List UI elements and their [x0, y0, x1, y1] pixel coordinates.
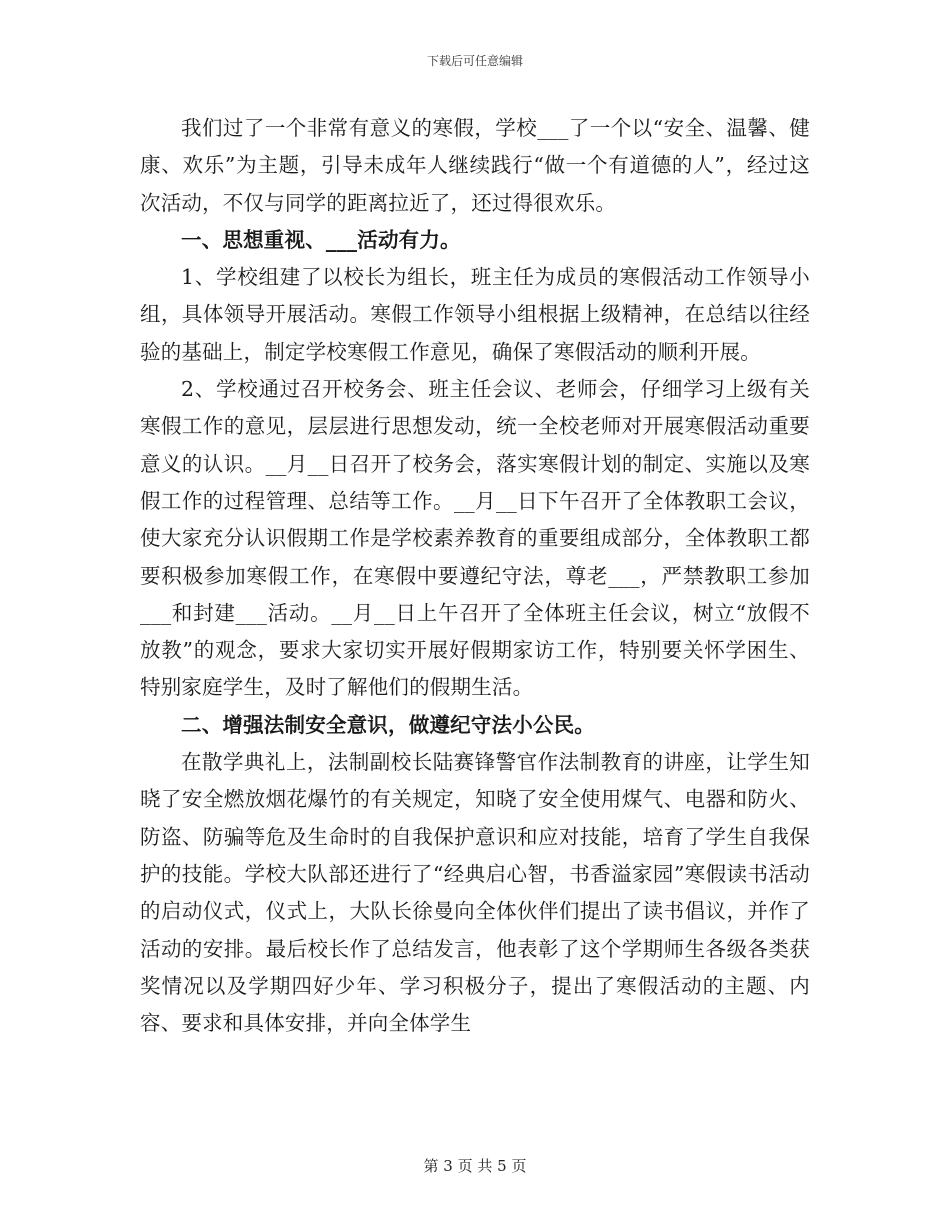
paragraph-section-2: 在散学典礼上，法制副校长陆赛锋警官作法制教育的讲座，让学生知晓了安全燃放烟花爆竹的有关规定，知晓了安全使用煤气、电器和防火、防盗、防骗等危及生命时的自我保护意识和应对技能，培育了学生自我保护的技能。学校大队部还进行了“经典启心智，书香溢家园”寒假读书活动的启动仪式，仪式上，大队长徐曼向全体伙伴们提出了读书倡议，并作了活动的安排。最后校长作了总结发言，他表彰了这个学期师生各级各类获奖情况以及学期四好少年、学习积极分子，提出了寒假活动的主题、内容、要求和具体安排，并向全体学生	[140, 750, 810, 1036]
page-header-note: 下载后可任意编辑	[426, 54, 523, 68]
section-heading-2: 二、增强法制安全意识，做遵纪守法小公民。	[181, 712, 595, 737]
document-body	[140, 110, 810, 1042]
intro-paragraph: 我们过了一个非常有意义的寒假，学校___了一个以“安全、温馨、健康、欢乐”为主题，引导未成年人继续践行“做一个有道德的人”，经过这次活动，不仅与同学的距离拉近了，还过得很欢乐。	[140, 116, 810, 215]
paragraph-item-2: 2、学校通过召开校务会、班主任会议、老师会，仔细学习上级有关寒假工作的意见，层层进行思想发动，统一全校老师对开展寒假活动重要意义的认识。__月__日召开了校务会，落实寒假计划的制定、实施以及寒假工作的过程管理、总结等工作。__月__日下午召开了全体教职工会议，使大家充分认识假期工作是学校素养教育的重要组成部分，全体教职工都要积极参加寒假工作，在寒假中要遵纪守法，尊老___，严禁教职工参加___和封建___活动。__月__日上午召开了全体班主任会议，树立“放假不放教”的观念，要求大家切实开展好假期家访工作，特别要关怀学困生、特别家庭学生，及时了解他们的假期生活。	[140, 377, 810, 700]
paragraph-item-1: 1、学校组建了以校长为组长，班主任为成员的寒假活动工作领导小组，具体领导开展活动。寒假工作领导小组根据上级精神，在总结以往经验的基础上，制定学校寒假工作意见，确保了寒假活动的顺利开展。	[140, 265, 810, 364]
page-number: 第 3 页 共 5 页	[423, 1157, 527, 1175]
section-heading-1: 一、思想重视、___活动有力。	[181, 227, 461, 252]
